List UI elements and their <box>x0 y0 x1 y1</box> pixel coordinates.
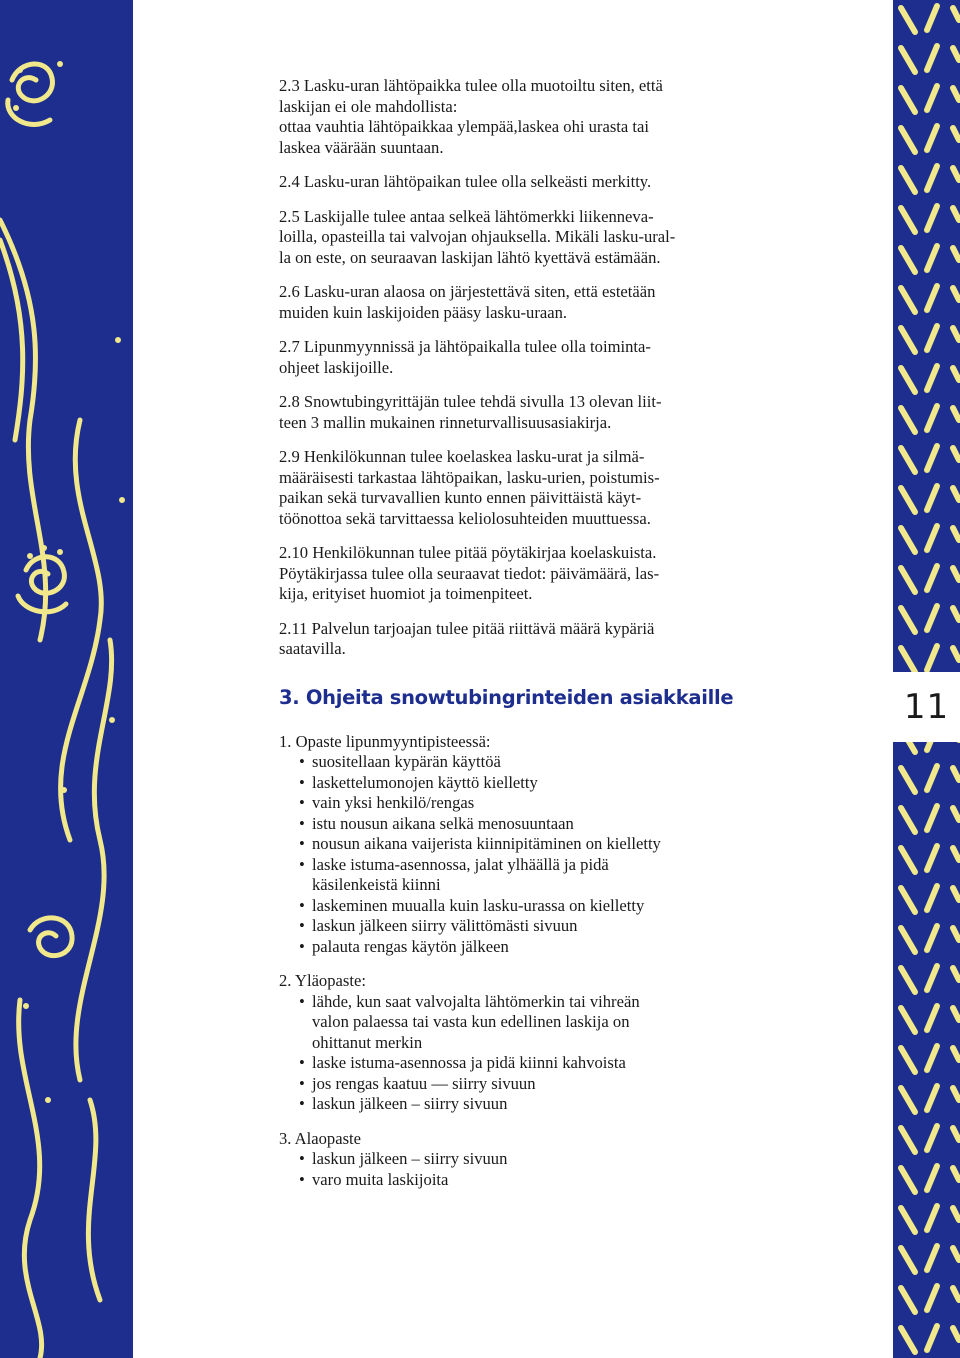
bullet-list <box>279 992 749 1115</box>
list-item-line: • suositellaan kypärän käyttöä <box>312 752 501 771</box>
list-item <box>279 814 749 835</box>
paragraph-line: 2.5 Laskijalle tulee antaa selkeä lähtömerkki liikenneva- <box>279 206 654 226</box>
list-item <box>279 1074 749 1095</box>
swirl-icon <box>0 0 133 1358</box>
sign-list-title: 3. Alaopaste <box>279 1128 362 1148</box>
list-item-line: • laske istuma-asennossa ja pidä kiinni kahvoista <box>312 1053 626 1072</box>
paragraph-line: ottaa vauhtia lähtöpaikkaa ylempää,laskea ohi urasta tai <box>279 117 649 136</box>
paragraph-line: 2.9 Henkilökunnan tulee koelaskea lasku-urat ja silmä- <box>279 447 645 466</box>
list-item <box>279 916 749 937</box>
page-number: 11 <box>903 687 950 727</box>
list-item-line: • varo muita laskijoita <box>312 1169 449 1189</box>
list-item-line: • palauta rengas käytön jälkeen <box>312 936 509 956</box>
list-item-line: • laskeminen muualla kuin lasku-urassa on kielletty <box>312 895 645 915</box>
paragraph-line: 2.7 Lipunmyynnissä ja lähtöpaikalla tulee olla toiminta- <box>279 337 651 356</box>
paragraph-2-4 <box>279 172 749 193</box>
paragraph-line: määräisesti tarkastaa lähtöpaikan, lasku-urien, poistumis- <box>279 467 660 487</box>
list-item-line: • laskun jälkeen siirry välittömästi sivuun <box>312 916 578 935</box>
list-item-line: • nousun aikana vaijerista kiinnipitäminen on kielletty <box>312 834 661 853</box>
paragraph-2-9 <box>279 447 749 529</box>
list-item-line: • laske istuma-asennossa, jalat ylhäällä ja pidä <box>312 854 609 874</box>
left-decorative-band <box>0 0 133 1358</box>
bullet-list <box>279 752 749 957</box>
list-item <box>279 1170 749 1191</box>
paragraph-line: saatavilla. <box>279 639 346 658</box>
list-item-line: • laskun jälkeen – siirry sivuun <box>312 1149 508 1168</box>
list-item-line: ohittanut merkin <box>312 1032 423 1052</box>
paragraph-line: Pöytäkirjassa tulee olla seuraavat tiedot: päivämäärä, las- <box>279 563 660 583</box>
list-item <box>279 992 749 1054</box>
paragraph-2-10 <box>279 543 749 605</box>
list-item <box>279 896 749 917</box>
sign-list-title: 2. Yläopaste: <box>279 971 366 990</box>
paragraph-line: 2.10 Henkilökunnan tulee pitää pöytäkirjaa koelaskuista. <box>279 543 657 562</box>
paragraph-line: laskea väärään suuntaan. <box>279 137 444 157</box>
list-item <box>279 855 749 896</box>
list-item-line: valon palaessa tai vasta kun edellinen laskija on <box>312 1012 630 1031</box>
paragraph-line: muiden kuin laskijoiden pääsy lasku-uraan. <box>279 302 568 322</box>
paragraph-line: töönottoa sekä tarvittaessa keliolosuhteiden muuttuessa. <box>279 508 651 528</box>
page-number-box <box>893 672 960 742</box>
paragraph-line: loilla, opasteilla tai valvojan ohjauksella. Mikäli lasku-ural- <box>279 227 676 246</box>
paragraphs <box>279 76 749 660</box>
paragraph-line: kija, erityiset huomiot ja toimenpiteet. <box>279 584 533 603</box>
document-body <box>279 76 749 1204</box>
sign-list-2 <box>279 971 749 1115</box>
paragraph-line: teen 3 mallin mukainen rinneturvallisuusasiakirja. <box>279 412 612 432</box>
bullet-list <box>279 1149 749 1190</box>
paragraph-2-6 <box>279 282 749 323</box>
paragraph-2-7 <box>279 337 749 378</box>
paragraph-line: 2.11 Palvelun tarjoajan tulee pitää riittävä määrä kypäriä <box>279 618 655 638</box>
list-item-line: • istu nousun aikana selkä menosuuntaan <box>312 813 574 833</box>
section-heading: 3. Ohjeita snowtubingrinteiden asiakkaille <box>279 685 734 709</box>
paragraph-line: 2.6 Lasku-uran alaosa on järjestettävä siten, että estetään <box>279 282 656 301</box>
list-item <box>279 773 749 794</box>
paragraph-2-8 <box>279 392 749 433</box>
list-item <box>279 793 749 814</box>
list-item <box>279 1053 749 1074</box>
list-item <box>279 1094 749 1115</box>
list-item-line: • laskun jälkeen – siirry sivuun <box>312 1094 508 1113</box>
sign-list-3 <box>279 1129 749 1191</box>
paragraph-line: 2.4 Lasku-uran lähtöpaikan tulee olla selkeästi merkitty. <box>279 172 652 191</box>
list-item <box>279 752 749 773</box>
paragraph-line: 2.3 Lasku-uran lähtöpaikka tulee olla muotoiltu siten, että <box>279 76 663 95</box>
paragraph-2-5 <box>279 207 749 269</box>
paragraph-line: la on este, on seuraavan laskijan lähtö kyettävä estämään. <box>279 247 661 267</box>
sign-instructions <box>279 732 749 1191</box>
list-item <box>279 937 749 958</box>
list-item <box>279 1149 749 1170</box>
sign-list-1 <box>279 732 749 958</box>
list-item-line: • lähde, kun saat valvojalta lähtömerkin tai vihreän <box>312 991 640 1011</box>
list-item-line: käsilenkeistä kiinni <box>312 875 441 894</box>
list-item-line: • jos rengas kaatuu — siirry sivuun <box>312 1073 536 1093</box>
paragraph-line: laskijan ei ole mahdollista: <box>279 96 458 116</box>
sign-list-title: 1. Opaste lipunmyyntipisteessä: <box>279 731 491 751</box>
paragraph-line: paikan sekä turvavallien kunto ennen päivittäistä käyt- <box>279 488 642 507</box>
paragraph-line: 2.8 Snowtubingyrittäjän tulee tehdä sivulla 13 olevan liit- <box>279 392 662 411</box>
paragraph-line: ohjeet laskijoille. <box>279 357 394 377</box>
paragraph-2-11 <box>279 619 749 660</box>
list-item <box>279 834 749 855</box>
list-item-line: • laskettelumonojen käyttö kielletty <box>312 772 538 792</box>
paragraph-2-3 <box>279 76 749 158</box>
list-item-line: • vain yksi henkilö/rengas <box>312 793 475 812</box>
